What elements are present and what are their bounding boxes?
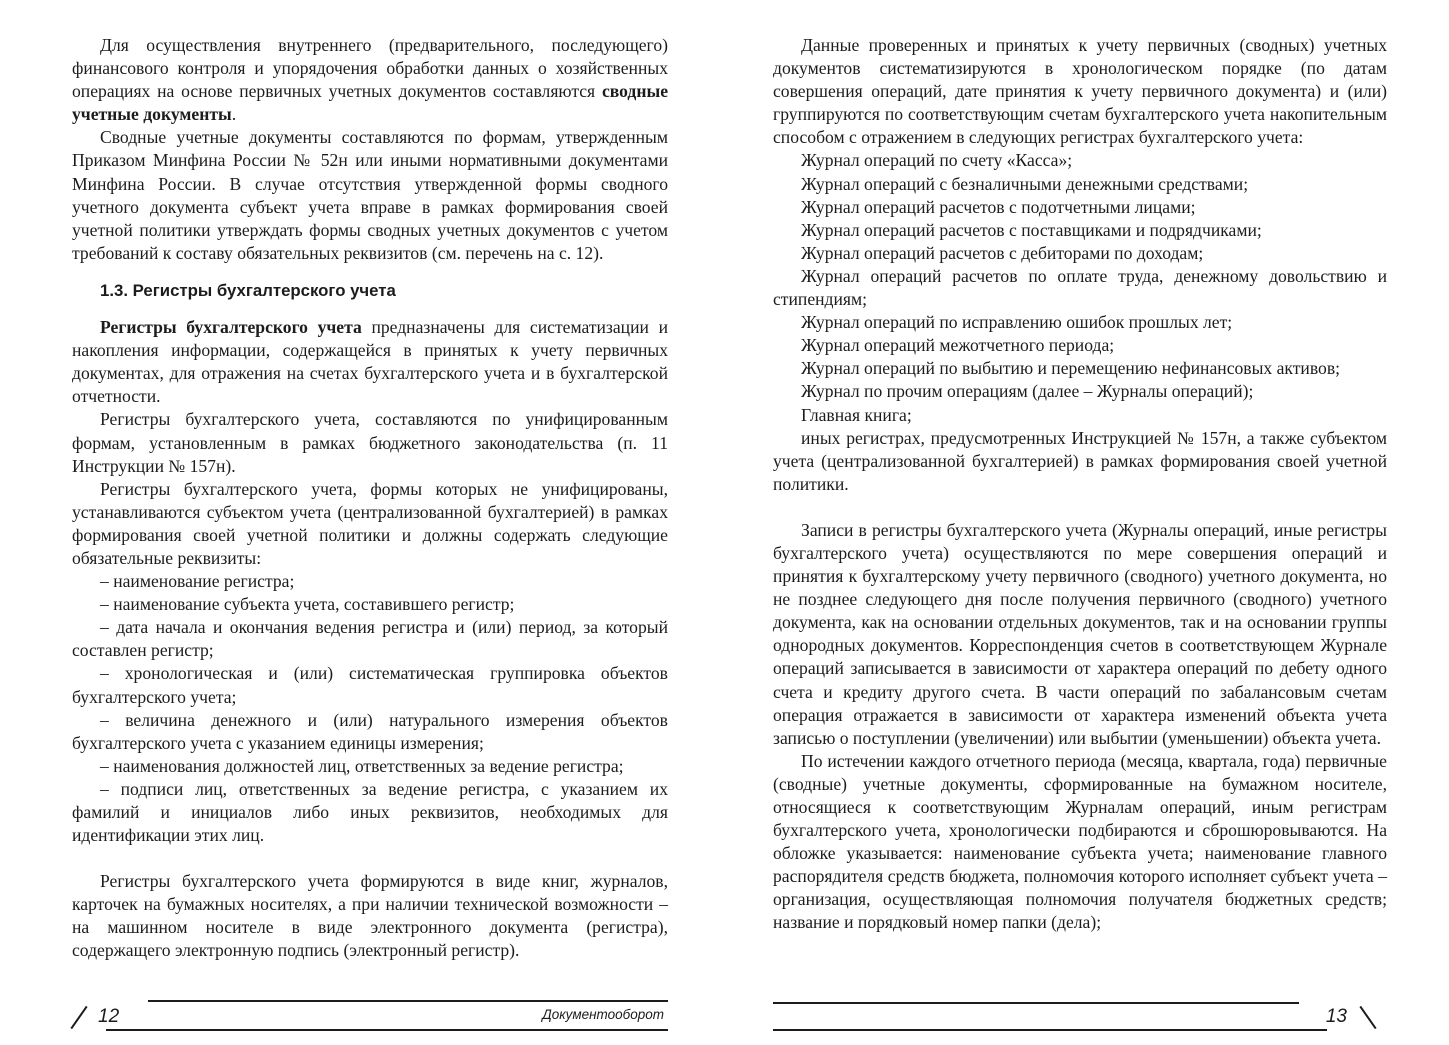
- paragraph: Регистры бухгалтерского учета, составляются по унифицированным формам, установленным в рамках бюджетного законодательства (п. 11 Инструкции № 157н).: [72, 409, 668, 476]
- journal-item: Журнал операций по счету «Касса»;: [801, 150, 1073, 171]
- journal-item: Главная книга;: [801, 404, 912, 425]
- paragraph-text: предназначены для систематизации и накопления информации, содержащейся в принятых к учету первичных документах, для отражения на счетах бухгалтерского учета и в бухгалтерской отчетности.: [72, 317, 669, 407]
- footer-rule: [106, 1029, 668, 1031]
- journal-item: Журнал операций с безналичными денежными средствами;: [801, 173, 1249, 194]
- left-page-text: [72, 34, 668, 963]
- journal-item: Журнал операций расчетов по оплате труда, денежному довольствию и стипендиям;: [773, 265, 1387, 310]
- footer-rule: [148, 1000, 668, 1002]
- paragraph-text: Для осуществления внутреннего (предварительного, последующего) финансового контроля и упорядочения обработки данных о хозяйственных операциях на основе первичных учетных документов составляются: [72, 35, 668, 102]
- list-item: – наименование регистра;: [100, 571, 295, 592]
- paragraph: Регистры бухгалтерского учета, формы которых не унифицированы, устанавливаются субъектом учета (централизованной бухгалтерией) в рамках формирования своей учетной политики и должны содержать следующие обязательные реквизиты:: [72, 478, 668, 568]
- paragraph: Записи в регистры бухгалтерского учета (Журналы операций, иные регистры бухгалтерского учета) осуществляются по мере совершения операций и принятия к бухгалтерскому учету первичного (сводного) учетного документа, но не позднее следующего дня после получения первичного (сводного) учетного документа, как на основании отдельных документов, так и на основании группы однородных документов. Корреспонденция счетов в соответствующем Журнале операций записывается в зависимости от характера операций по дебету одного счета и кредиту другого счета. В части операций по забалансовым счетам операция отражается в зависимости от характера изменений объекта учета записью о поступлении (увеличении) или выбытии (уменьшении) объекта учета.: [773, 519, 1387, 748]
- footer-rule: [773, 1002, 1299, 1004]
- journal-item: Журнал операций по исправлению ошибок прошлых лет;: [801, 312, 1233, 333]
- list-item: – наименования должностей лиц, ответственных за ведение регистра;: [100, 755, 624, 776]
- spacer: [773, 496, 1387, 519]
- list-item: – наименование субъекта учета, составившего регистр;: [100, 594, 515, 615]
- paragraph: [72, 34, 668, 126]
- page-number: 13: [1325, 1006, 1347, 1027]
- right-page-text: [773, 34, 1387, 935]
- journal-item: иных регистрах, предусмотренных Инструкцией № 157н, а также субъектом учета (централизованной бухгалтерией) в рамках формирования своей учетной политики.: [773, 427, 1387, 494]
- list-item: – хронологическая и (или) систематическая группировка объектов бухгалтерского учета;: [72, 663, 668, 707]
- page-number-slash-icon: [1359, 1006, 1376, 1029]
- paragraph: По истечении каждого отчетного периода (месяца, квартала, года) первичные (сводные) учетные документы, сформированные на бумажном носителе, относящиеся к соответствующим Журналам операций, иным регистрам бухгалтерского учета, хронологически подбираются и сброшюровываются. На обложке указывается: наименование субъекта учета; наименование главного распорядителя средств бюджета, полномочия которого исполняет субъект учета – организация, осуществляющая полномочия получателя бюджетных средств; название и порядковый номер папки (дела);: [773, 750, 1387, 933]
- paragraph: Регистры бухгалтерского учета формируются в виде книг, журналов, карточек на бумажных носителях, а при наличии технической возможности – на машинном носителе в виде электронного документа (регистра), содержащего электронную подпись (электронный регистр).: [72, 871, 668, 961]
- journal-item: Журнал операций расчетов с дебиторами по доходам;: [801, 242, 1204, 263]
- paragraph: Сводные учетные документы составляются по формам, утвержденным Приказом Минфина России № 52н или иными нормативными документами Минфина России. В случае отсутствия утвержденной формы сводного учетного документа субъект учета вправе в рамках формирования своей учетной политики утверждать формы сводных учетных документов с учетом требований к составу обязательных реквизитов (см. перечень на с. 12).: [72, 127, 668, 263]
- paragraph: Данные проверенных и принятых к учету первичных (сводных) учетных документов систематизируются в хронологическом порядке (по датам совершения операций, дате принятия к учету первичного документа) и (или) группируются по соответствующим счетам бухгалтерского учета накопительным способом с отражением в следующих регистрах бухгалтерского учета:: [773, 35, 1387, 148]
- journal-item: Журнал операций межотчетного периода;: [801, 335, 1115, 356]
- page-number: 12: [98, 1006, 120, 1027]
- page-number-slash-icon: [70, 1006, 87, 1029]
- section-heading: 1.3. Регистры бухгалтерского учета: [100, 280, 396, 300]
- bold-term: Регистры бухгалтерского учета: [100, 317, 362, 338]
- journal-item: Журнал по прочим операциям (далее – Журналы операций);: [801, 381, 1254, 402]
- paragraph: [72, 316, 668, 408]
- right-page-footer: [773, 996, 1387, 1036]
- spacer: [72, 847, 668, 870]
- list-item: – дата начала и окончания ведения регистра и (или) период, за который составлен регистр;: [72, 617, 668, 661]
- journal-item: Журнал операций расчетов с поставщиками и подрядчиками;: [801, 219, 1262, 240]
- bold-term: сводные учетные документы: [72, 81, 668, 125]
- left-page: [0, 0, 724, 1045]
- journal-item: Журнал операций расчетов с подотчетными лицами;: [801, 196, 1196, 217]
- footer-rule: [773, 1029, 1327, 1031]
- list-item: – величина денежного и (или) натурального измерения объектов бухгалтерского учета с указанием единицы измерения;: [72, 709, 668, 753]
- journal-item: Журнал операций по выбытию и перемещению нефинансовых активов;: [801, 358, 1341, 379]
- paragraph-text: .: [231, 104, 237, 125]
- running-title: Документооборот: [542, 1007, 664, 1022]
- left-page-footer: [62, 996, 668, 1036]
- right-page: [725, 0, 1449, 1045]
- list-item: – подписи лиц, ответственных за ведение регистра, с указанием их фамилий и инициалов либо иных реквизитов, необходимых для идентификации этих лиц.: [72, 778, 668, 846]
